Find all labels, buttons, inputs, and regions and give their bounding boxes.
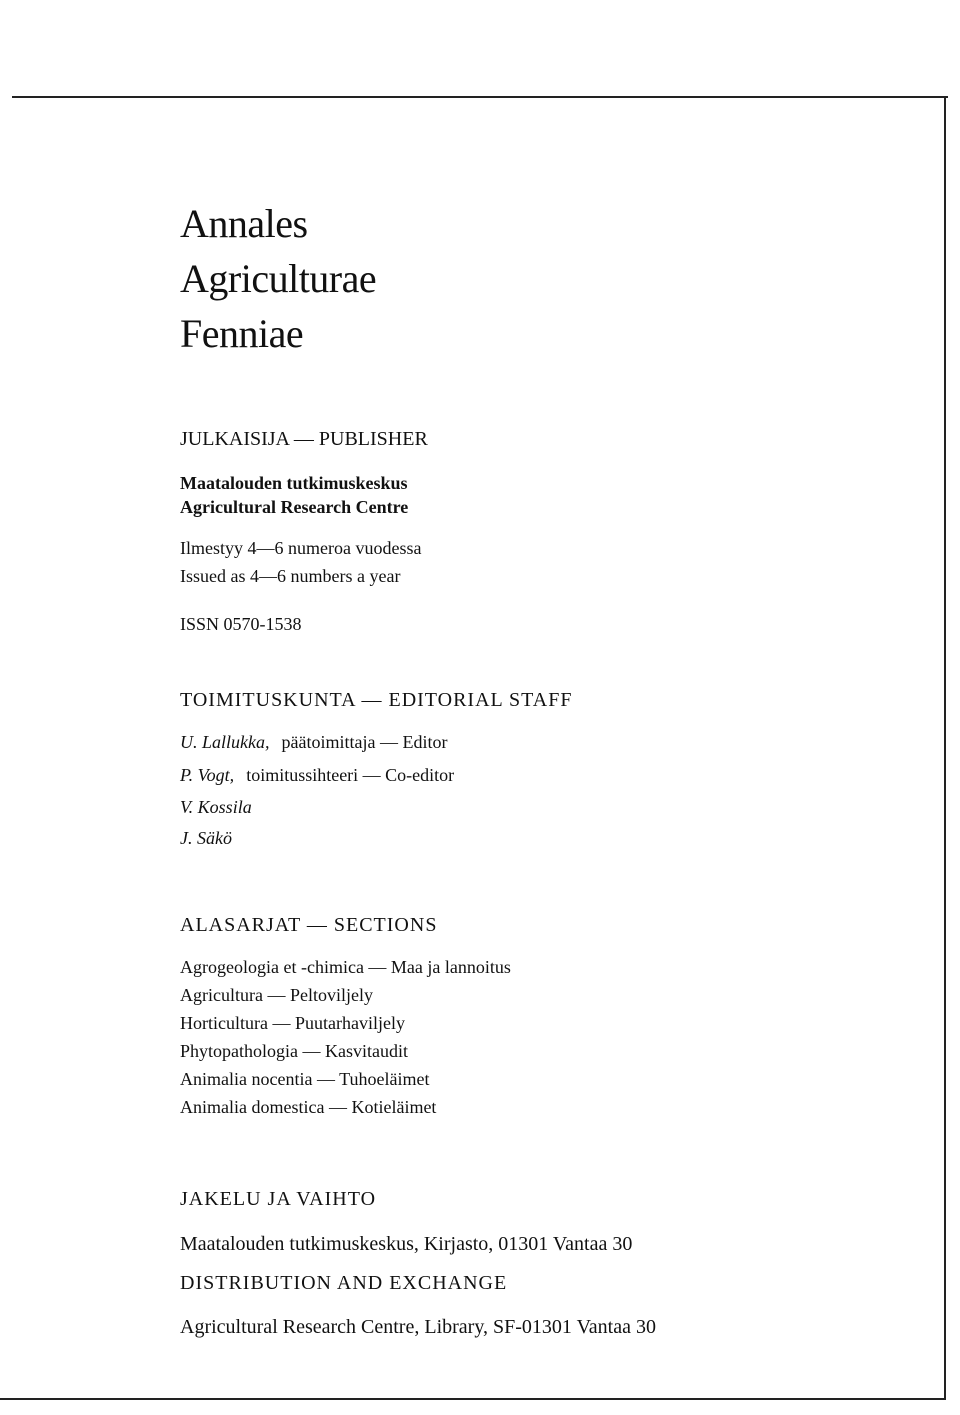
section-item: Agricultura — Peltoviljely xyxy=(180,985,373,1005)
title-line-3: Fenniae xyxy=(180,311,304,356)
section-item: Animalia nocentia — Tuhoeläimet xyxy=(180,1069,430,1089)
issued-frequency-fi: Ilmestyy 4—6 numeroa vuodessa xyxy=(180,538,422,558)
co-editor-role: toimitussihteeri — Co-editor xyxy=(246,765,455,785)
distribution-address-en: Agricultural Research Centre, Library, SF-01301 Vantaa 30 xyxy=(180,1316,656,1338)
distribution-heading-en: DISTRIBUTION AND EXCHANGE xyxy=(180,1272,508,1294)
sections-heading: ALASARJAT — SECTIONS xyxy=(180,914,438,936)
journal-title xyxy=(180,196,376,361)
staff-member-kossila: V. Kossila xyxy=(180,797,252,817)
editorial-heading: TOIMITUSKUNTA — EDITORIAL STAFF xyxy=(180,689,573,711)
bottom-border-rule xyxy=(0,1398,946,1400)
top-border-rule xyxy=(12,96,948,98)
publisher-name-fi: Maatalouden tutkimuskeskus xyxy=(180,473,408,493)
section-item: Animalia domestica — Kotieläimet xyxy=(180,1097,437,1117)
staff-member-sako: J. Säkö xyxy=(180,828,232,848)
distribution-heading-fi: JAKELU JA VAIHTO xyxy=(180,1188,377,1210)
publisher-heading: JULKAISIJA — PUBLISHER xyxy=(180,428,428,450)
title-line-1: Annales xyxy=(180,201,308,246)
section-item: Agrogeologia et -chimica — Maa ja lannoitus xyxy=(180,957,511,977)
issued-frequency-en: Issued as 4—6 numbers a year xyxy=(180,566,401,586)
section-item: Phytopathologia — Kasvitaudit xyxy=(180,1041,408,1061)
distribution-address-fi: Maatalouden tutkimuskeskus, Kirjasto, 01301 Vantaa 30 xyxy=(180,1233,633,1255)
publisher-name-en: Agricultural Research Centre xyxy=(180,497,409,517)
editor-name: U. Lallukka, xyxy=(180,732,270,752)
editor-role: päätoimittaja — Editor xyxy=(281,732,448,752)
section-item: Horticultura — Puutarhaviljely xyxy=(180,1013,405,1033)
title-line-2: Agriculturae xyxy=(180,256,377,301)
issn-number: ISSN 0570-1538 xyxy=(180,614,302,634)
co-editor-name: P. Vogt, xyxy=(180,765,235,785)
right-border-rule xyxy=(944,96,946,1398)
editor-row xyxy=(180,732,447,753)
co-editor-row xyxy=(180,765,454,786)
